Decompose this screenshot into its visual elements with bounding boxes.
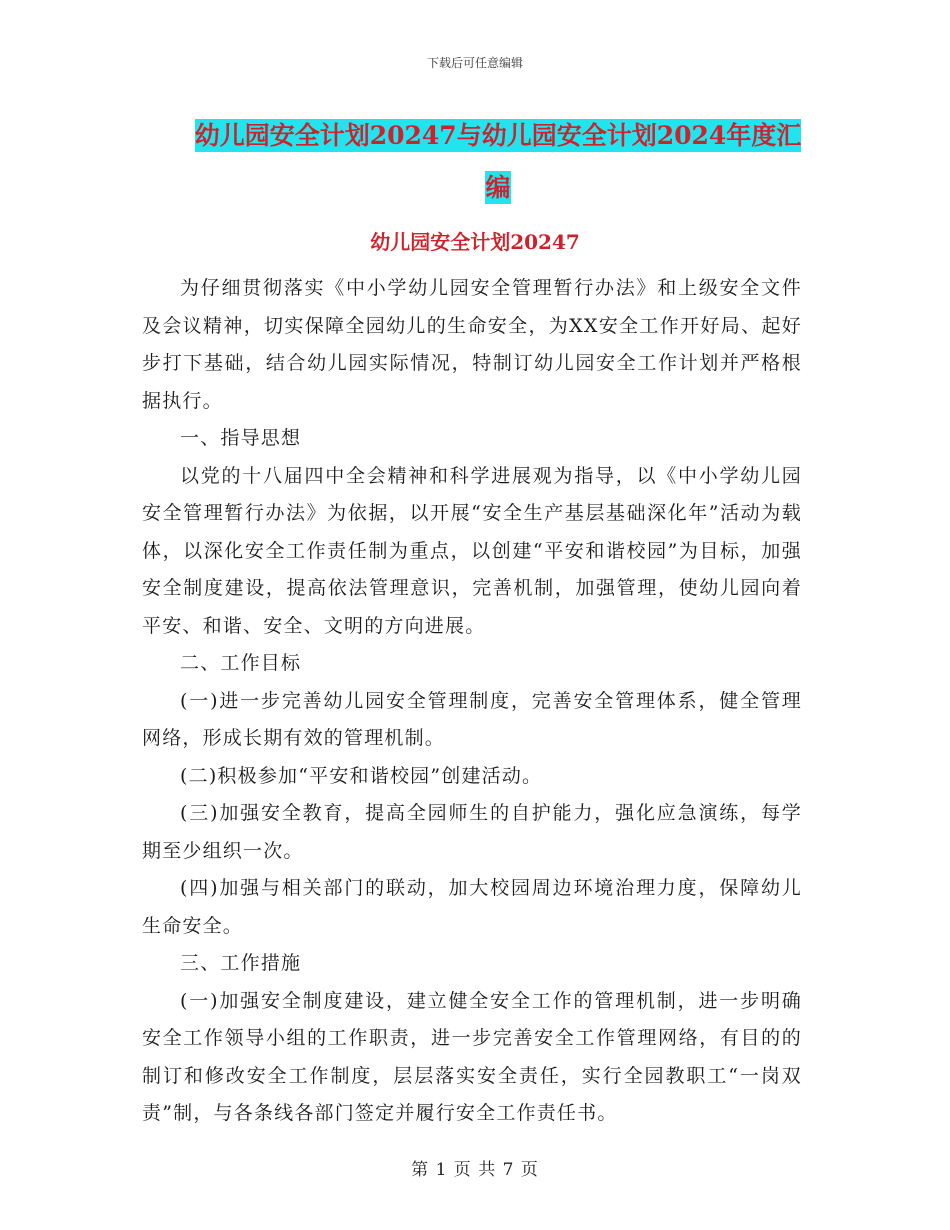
document-title-text: 幼儿园安全计划20247与幼儿园安全计划2024年度汇编 [194, 121, 802, 202]
paragraph-guiding-ideology: 以党的十八届四中全会精神和科学进展观为指导，以《中小学幼儿园安全管理暂行办法》为依据，以开展“安全生产基层基础深化年”活动为载体，以深化安全工作责任制为重点，以创建“平安和谐校园”为目标，加强安全制度建设，提高依法管理意识，完善机制，加强管理，使幼儿园向着平安、和谐、安全、文明的方向进展。 [142, 464, 802, 637]
page-number: 第 1 页 共 7 页 [411, 1160, 539, 1180]
paragraph-goal-4: (四)加强与相关部门的联动，加大校园周边环境治理力度，保障幼儿生命安全。 [142, 877, 802, 937]
header-note: 下载后可任意编辑 [426, 56, 523, 70]
document-title [188, 110, 808, 214]
heading-guiding-ideology: 一、指导思想 [180, 427, 302, 449]
heading-work-goals: 二、工作目标 [180, 652, 302, 674]
paragraph-goal-3: (三)加强安全教育，提高全园师生的自护能力，强化应急演练，每学期至少组织一次。 [142, 802, 802, 862]
paragraph-goal-1: (一)进一步完善幼儿园安全管理制度，完善安全管理体系，健全管理网络，形成长期有效的管理机制。 [142, 689, 802, 749]
heading-work-measures: 三、工作措施 [180, 952, 302, 974]
paragraph-intro: 为仔细贯彻落实《中小学幼儿园安全管理暂行办法》和上级安全文件及会议精神，切实保障全园幼儿的生命安全，为XX安全工作开好局、起好步打下基础，结合幼儿园实际情况，特制订幼儿园安全工作计划并严格根据执行。 [142, 277, 802, 412]
section-title: 幼儿园安全计划20247 [370, 230, 580, 254]
paragraph-goal-2: (二)积极参加“平安和谐校园”创建活动。 [180, 764, 543, 787]
document-body [142, 270, 802, 1133]
paragraph-measure-1: (一)加强安全制度建设，建立健全安全工作的管理机制，进一步明确安全工作领导小组的工作职责，进一步完善安全工作管理网络，有目的的制订和修改安全工作制度，层层落实安全责任，实行全园教职工“一岗双责”制，与各条线各部门签定并履行安全工作责任书。 [142, 989, 802, 1124]
